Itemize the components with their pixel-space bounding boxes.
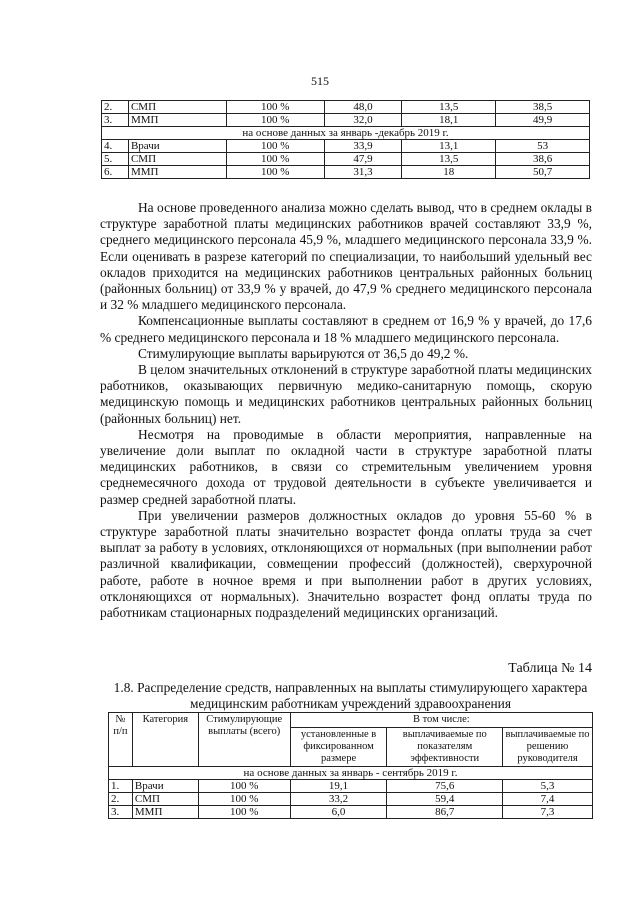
value-cell: 53 — [496, 140, 590, 153]
row-number: 3. — [102, 114, 129, 127]
period-row — [109, 767, 593, 780]
table-row — [109, 780, 593, 793]
period-cell: на основе данных за январь - сентябрь 2019 г. — [109, 767, 593, 780]
category-cell: СМП — [132, 793, 198, 806]
value-cell: 5,3 — [503, 780, 593, 793]
row-number: 3. — [109, 806, 133, 819]
table-row — [102, 101, 590, 114]
total-cell: 100 % — [198, 793, 290, 806]
header-efficiency: выплачиваемые по показателям эффективности — [387, 728, 503, 767]
incentive-payments-table — [108, 712, 593, 819]
table-row — [102, 153, 590, 166]
table-row — [102, 166, 590, 179]
table-row — [102, 114, 590, 127]
row-number: 1. — [109, 780, 133, 793]
header-category: Категория — [132, 713, 198, 767]
category-cell: ММП — [128, 166, 226, 179]
value-cell: 50,7 — [496, 166, 590, 179]
paragraph: Несмотря на проводимые в области мероприятия, направленные на увеличение доли выплат по окладной части в структуре заработной платы медицинских работников, в связи со стремительным увеличением уровня среднемесячного дохода от трудовой деятельности в субъекте увеличивается и размер средней заработной платы. — [100, 426, 592, 507]
period-cell: на основе данных за январь -декабрь 2019 г. — [102, 127, 590, 140]
value-cell: 13,5 — [402, 101, 496, 114]
table-label: Таблица № 14 — [508, 661, 592, 676]
header-including: В том числе: — [290, 713, 592, 728]
value-cell: 38,6 — [496, 153, 590, 166]
total-cell: 100 % — [226, 101, 324, 114]
row-number: 2. — [109, 793, 133, 806]
body-text — [100, 200, 592, 621]
value-cell: 19,1 — [290, 780, 387, 793]
total-cell: 100 % — [226, 114, 324, 127]
paragraph: Стимулирующие выплаты варьируются от 36,5 до 49,2 %. — [138, 345, 469, 361]
table-row — [109, 793, 593, 806]
value-cell: 38,5 — [496, 101, 590, 114]
header-decision: выплачиваемые по решению руководителя — [503, 728, 593, 767]
value-cell: 13,1 — [402, 140, 496, 153]
paragraph: В целом значительных отклонений в структуре заработной платы медицинских работников, оказывающих первичную медико-санитарную помощь, скорую медицинскую помощь и медицинских работников центральных районных больниц (районных больниц) нет. — [100, 362, 592, 426]
header-fixed: установленные в фиксированном размере — [290, 728, 387, 767]
row-number: 6. — [102, 166, 129, 179]
category-cell: Врачи — [132, 780, 198, 793]
header-number: № п/п — [109, 713, 133, 767]
value-cell: 48,0 — [324, 101, 402, 114]
row-number: 4. — [102, 140, 129, 153]
value-cell: 33,2 — [290, 793, 387, 806]
total-cell: 100 % — [198, 780, 290, 793]
value-cell: 18,1 — [402, 114, 496, 127]
value-cell: 18 — [402, 166, 496, 179]
paragraph: На основе проведенного анализа можно сделать вывод, что в среднем оклады в структуре заработной платы медицинских работников врачей составляют 33,9 %, среднего медицинского персонала 45,9 %, младшего медицинского персонала 33,9 %. Если оценивать в разрезе категорий по специализации, то наибольший удельный вес окладов приходится на медицинских работников центральных районных больниц (районных больниц) от 33,9 % у врачей, до 47,9 % среднего медицинского персонала и 32 % младшего медицинского персонала. — [100, 200, 592, 313]
category-cell: ММП — [128, 114, 226, 127]
value-cell: 75,6 — [387, 780, 503, 793]
value-cell: 49,9 — [496, 114, 590, 127]
value-cell: 32,0 — [324, 114, 402, 127]
period-row — [102, 127, 590, 140]
value-cell: 7,4 — [503, 793, 593, 806]
value-cell: 7,3 — [503, 806, 593, 819]
value-cell: 13,5 — [402, 153, 496, 166]
paragraph: Компенсационные выплаты составляют в среднем от 16,9 % у врачей, до 17,6 % среднего медицинского персонала и 18 % младшего медицинского персонала. — [100, 313, 592, 345]
header-stimulating-total: Стимулирующие выплаты (всего) — [198, 713, 290, 767]
value-cell: 47,9 — [324, 153, 402, 166]
value-cell: 33,9 — [324, 140, 402, 153]
value-cell: 6,0 — [290, 806, 387, 819]
total-cell: 100 % — [226, 153, 324, 166]
paragraph: При увеличении размеров должностных окладов до уровня 55-60 % в структуре заработной платы значительно возрастет фонда оплаты труда за счет выплат за работу в условиях, отклоняющихся от нормальных (при выполнении работ различной квалификации, совмещении профессий (должностей), сверхурочной работе, работе в ночное время и при выполнении работ в других условиях, отклоняющихся от нормальных). Значительно возрастет фонд оплаты труда по работникам стационарных подразделений медицинских организаций. — [100, 507, 592, 621]
value-cell: 86,7 — [387, 806, 503, 819]
category-cell: СМП — [128, 101, 226, 114]
category-cell: СМП — [128, 153, 226, 166]
table-row — [109, 806, 593, 819]
row-number: 5. — [102, 153, 129, 166]
table-caption: 1.8. Распределение средств, направленных на выплаты стимулирующего характера медицинским работникам учреждений здравоохранения — [113, 680, 588, 711]
table-header-row — [109, 713, 593, 728]
total-cell: 100 % — [226, 140, 324, 153]
value-cell: 31,3 — [324, 166, 402, 179]
total-cell: 100 % — [226, 166, 324, 179]
category-cell: Врачи — [128, 140, 226, 153]
page-number: 515 — [311, 74, 329, 88]
value-cell: 59,4 — [387, 793, 503, 806]
salary-structure-table — [101, 100, 590, 179]
table-row — [102, 140, 590, 153]
total-cell: 100 % — [198, 806, 290, 819]
category-cell: ММП — [132, 806, 198, 819]
row-number: 2. — [102, 101, 129, 114]
